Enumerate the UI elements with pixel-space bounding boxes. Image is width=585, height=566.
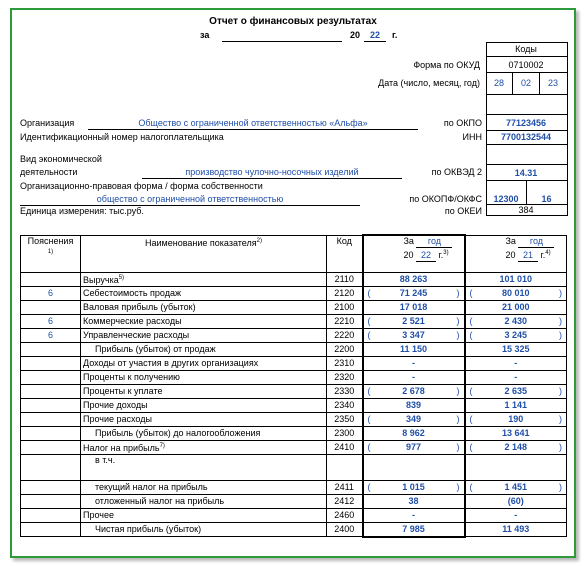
row-note bbox=[21, 384, 81, 398]
okud-code: 0710002 bbox=[508, 60, 544, 70]
header-period-previous: За год 20 21 г.$^{4)}$ bbox=[465, 235, 567, 272]
row-code: 2120 bbox=[327, 286, 363, 300]
table-row bbox=[21, 412, 567, 426]
row-name-text: в т.ч. bbox=[95, 454, 116, 465]
row-name-text: Выручка bbox=[83, 274, 119, 285]
row-note: 6 bbox=[21, 328, 81, 342]
row-note bbox=[21, 412, 81, 426]
activity-label-1: Вид экономической bbox=[20, 154, 102, 164]
header-notes: Пояснения $^{1)}$ bbox=[21, 235, 81, 272]
row-name bbox=[81, 426, 327, 440]
period-prefix: за bbox=[200, 30, 210, 40]
row-code: 2350 bbox=[327, 412, 363, 426]
row-note bbox=[21, 440, 81, 454]
row-value-current: ( 3 347 ) bbox=[363, 328, 465, 342]
row-footnote: 5) bbox=[118, 274, 125, 281]
row-note bbox=[21, 370, 81, 384]
row-value-previous: (60) bbox=[465, 494, 567, 508]
report-title: Отчет о финансовых результатах bbox=[209, 16, 377, 27]
table-row bbox=[21, 314, 567, 328]
okei-label: по ОКЕИ bbox=[444, 206, 482, 216]
row-code: 2200 bbox=[327, 342, 363, 356]
row-code: 2300 bbox=[327, 426, 363, 440]
okved-code: 14.31 bbox=[514, 168, 538, 178]
row-note bbox=[21, 480, 81, 494]
period-year-prefix: 20 bbox=[350, 30, 361, 40]
row-name bbox=[81, 412, 327, 426]
row-name bbox=[81, 328, 327, 342]
row-value-previous: 101 010 bbox=[465, 272, 567, 286]
table-row bbox=[21, 272, 567, 286]
row-note bbox=[21, 454, 81, 480]
row-value-previous: ( 190 ) bbox=[465, 412, 567, 426]
row-code: 2310 bbox=[327, 356, 363, 370]
date-year: 23 bbox=[547, 78, 558, 88]
row-code: 2412 bbox=[327, 494, 363, 508]
inn-code-label: ИНН bbox=[462, 132, 482, 142]
okud-label: Форма по ОКУД bbox=[413, 60, 480, 70]
row-code: 2330 bbox=[327, 384, 363, 398]
row-value-current: ( 977 ) bbox=[363, 440, 465, 454]
org-name: Общество с ограниченной ответственностью «Альфа» bbox=[88, 118, 418, 130]
row-name bbox=[81, 300, 327, 314]
row-code: 2110 bbox=[327, 272, 363, 286]
row-note: 6 bbox=[21, 314, 81, 328]
row-note bbox=[21, 300, 81, 314]
row-name bbox=[81, 480, 327, 494]
row-value-previous: 1 141 bbox=[465, 398, 567, 412]
okopf-label: по ОКОПФ/ОКФС bbox=[409, 194, 482, 204]
okpo-label: по ОКПО bbox=[443, 118, 482, 128]
row-value-current: - bbox=[363, 508, 465, 522]
row-name-text: Проценты к получению bbox=[83, 371, 180, 382]
row-value-previous: - bbox=[465, 356, 567, 370]
activity-value: производство чулочно-носочных изделий bbox=[142, 167, 402, 179]
row-value-current: - bbox=[363, 370, 465, 384]
date-day: 28 bbox=[493, 78, 504, 88]
row-value-previous: ( 2 635 ) bbox=[465, 384, 567, 398]
row-note bbox=[21, 398, 81, 412]
row-value-previous: 11 493 bbox=[465, 522, 567, 537]
row-code: 2340 bbox=[327, 398, 363, 412]
table-row bbox=[21, 508, 567, 522]
table-row bbox=[21, 494, 567, 508]
row-value-current: ( 2 678 ) bbox=[363, 384, 465, 398]
row-note bbox=[21, 522, 81, 537]
row-value-previous: ( 2 430 ) bbox=[465, 314, 567, 328]
header-period-current: За год 20 22 г.$^{3)}$ bbox=[363, 235, 465, 272]
date-label: Дата (число, месяц, год) bbox=[378, 78, 480, 88]
row-value-current: 88 263 bbox=[363, 272, 465, 286]
table-row bbox=[21, 426, 567, 440]
period-blank bbox=[222, 30, 342, 42]
okei-code: 384 bbox=[518, 205, 534, 215]
row-name bbox=[81, 508, 327, 522]
row-note: 6 bbox=[21, 286, 81, 300]
row-value-previous: - bbox=[465, 508, 567, 522]
okopf-code: 12300 bbox=[493, 194, 519, 204]
row-name bbox=[81, 440, 327, 454]
row-note bbox=[21, 494, 81, 508]
row-value-previous: 13 641 bbox=[465, 426, 567, 440]
row-value-previous bbox=[465, 454, 567, 480]
table-row bbox=[21, 356, 567, 370]
table-row bbox=[21, 454, 567, 480]
row-note bbox=[21, 508, 81, 522]
row-name bbox=[81, 272, 327, 286]
row-code: 2400 bbox=[327, 522, 363, 537]
row-value-previous: 15 325 bbox=[465, 342, 567, 356]
row-value-current: 17 018 bbox=[363, 300, 465, 314]
row-code: 2220 bbox=[327, 328, 363, 342]
legal-form-value: общество с ограниченной ответственностью bbox=[20, 194, 360, 206]
row-value-current: - bbox=[363, 356, 465, 370]
row-name bbox=[81, 356, 327, 370]
row-name-text: Проценты к уплате bbox=[83, 385, 163, 396]
inn-label: Идентификационный номер налогоплательщика bbox=[20, 132, 224, 142]
row-name-text: Прочие расходы bbox=[83, 413, 152, 424]
legal-form-label: Организационно-правовая форма / форма собственности bbox=[20, 181, 263, 191]
row-name-text: Прочее bbox=[83, 509, 114, 520]
row-name bbox=[81, 398, 327, 412]
table-row bbox=[21, 286, 567, 300]
row-code: 2320 bbox=[327, 370, 363, 384]
date-month: 02 bbox=[520, 78, 531, 88]
results-table bbox=[20, 234, 567, 538]
row-value-current bbox=[363, 454, 465, 480]
table-row bbox=[21, 398, 567, 412]
row-name bbox=[81, 370, 327, 384]
row-value-current: 11 150 bbox=[363, 342, 465, 356]
row-value-current: 839 bbox=[363, 398, 465, 412]
row-footnote: 7) bbox=[159, 442, 165, 449]
row-value-current: ( 349 ) bbox=[363, 412, 465, 426]
row-value-previous: ( 1 451 ) bbox=[465, 480, 567, 494]
row-name-text: Налог на прибыль bbox=[83, 442, 160, 453]
row-value-current: ( 71 245 ) bbox=[363, 286, 465, 300]
table-row bbox=[21, 342, 567, 356]
row-name-text: Управленческие расходы bbox=[83, 329, 190, 340]
period-year: 22 bbox=[364, 30, 386, 42]
row-name bbox=[81, 286, 327, 300]
table-row bbox=[21, 300, 567, 314]
table-row bbox=[21, 370, 567, 384]
row-name-text: Валовая прибыль (убыток) bbox=[83, 301, 196, 312]
row-name-text: Прибыль (убыток) от продаж bbox=[95, 343, 216, 354]
table-row bbox=[21, 480, 567, 494]
table-row bbox=[21, 522, 567, 537]
row-value-previous: - bbox=[465, 370, 567, 384]
row-value-previous: 21 000 bbox=[465, 300, 567, 314]
unit-label: Единица измерения: тыс.руб. bbox=[20, 206, 144, 216]
row-name bbox=[81, 454, 327, 480]
row-name bbox=[81, 342, 327, 356]
row-name-text: Коммерческие расходы bbox=[83, 315, 182, 326]
activity-label-2: деятельности bbox=[20, 167, 78, 177]
financial-report-form bbox=[10, 8, 576, 558]
row-value-current: 38 bbox=[363, 494, 465, 508]
header-name: Наименование показателя$^{2)}$ bbox=[81, 235, 327, 272]
table-row bbox=[21, 384, 567, 398]
okpo-code: 77123456 bbox=[505, 118, 547, 128]
codes-header: Коды bbox=[515, 44, 537, 54]
row-value-previous: ( 3 245 ) bbox=[465, 328, 567, 342]
row-value-current: 8 962 bbox=[363, 426, 465, 440]
row-note bbox=[21, 426, 81, 440]
row-code: 2460 bbox=[327, 508, 363, 522]
row-name-text: Чистая прибыль (убыток) bbox=[95, 523, 202, 534]
row-name bbox=[81, 314, 327, 328]
row-name bbox=[81, 384, 327, 398]
row-code: 2210 bbox=[327, 314, 363, 328]
row-code: 2410 bbox=[327, 440, 363, 454]
row-name-text: текущий налог на прибыль bbox=[95, 481, 208, 492]
row-name-text: Себестоимость продаж bbox=[83, 287, 181, 298]
inn-code: 7700132544 bbox=[500, 132, 552, 142]
okved-label: по ОКВЭД 2 bbox=[431, 167, 482, 177]
row-value-previous: ( 2 148 ) bbox=[465, 440, 567, 454]
row-name-text: Доходы от участия в других организациях bbox=[83, 357, 259, 368]
org-label: Организация bbox=[20, 118, 75, 128]
row-value-current: ( 1 015 ) bbox=[363, 480, 465, 494]
row-code: 2411 bbox=[327, 480, 363, 494]
row-value-current: 7 985 bbox=[363, 522, 465, 537]
period-suffix: г. bbox=[392, 30, 398, 40]
row-value-current: ( 2 521 ) bbox=[363, 314, 465, 328]
okfs-code: 16 bbox=[541, 194, 552, 204]
row-name-text: отложенный налог на прибыль bbox=[95, 495, 225, 506]
row-name-text: Прибыль (убыток) до налогообложения bbox=[95, 427, 261, 438]
row-code bbox=[327, 454, 363, 480]
row-note bbox=[21, 272, 81, 286]
row-value-previous: ( 80 010 ) bbox=[465, 286, 567, 300]
row-name bbox=[81, 522, 327, 537]
row-name bbox=[81, 494, 327, 508]
table-row bbox=[21, 440, 567, 454]
table-row bbox=[21, 328, 567, 342]
header-code: Код bbox=[327, 235, 363, 272]
row-code: 2100 bbox=[327, 300, 363, 314]
row-note bbox=[21, 356, 81, 370]
row-name-text: Прочие доходы bbox=[83, 399, 148, 410]
row-note bbox=[21, 342, 81, 356]
